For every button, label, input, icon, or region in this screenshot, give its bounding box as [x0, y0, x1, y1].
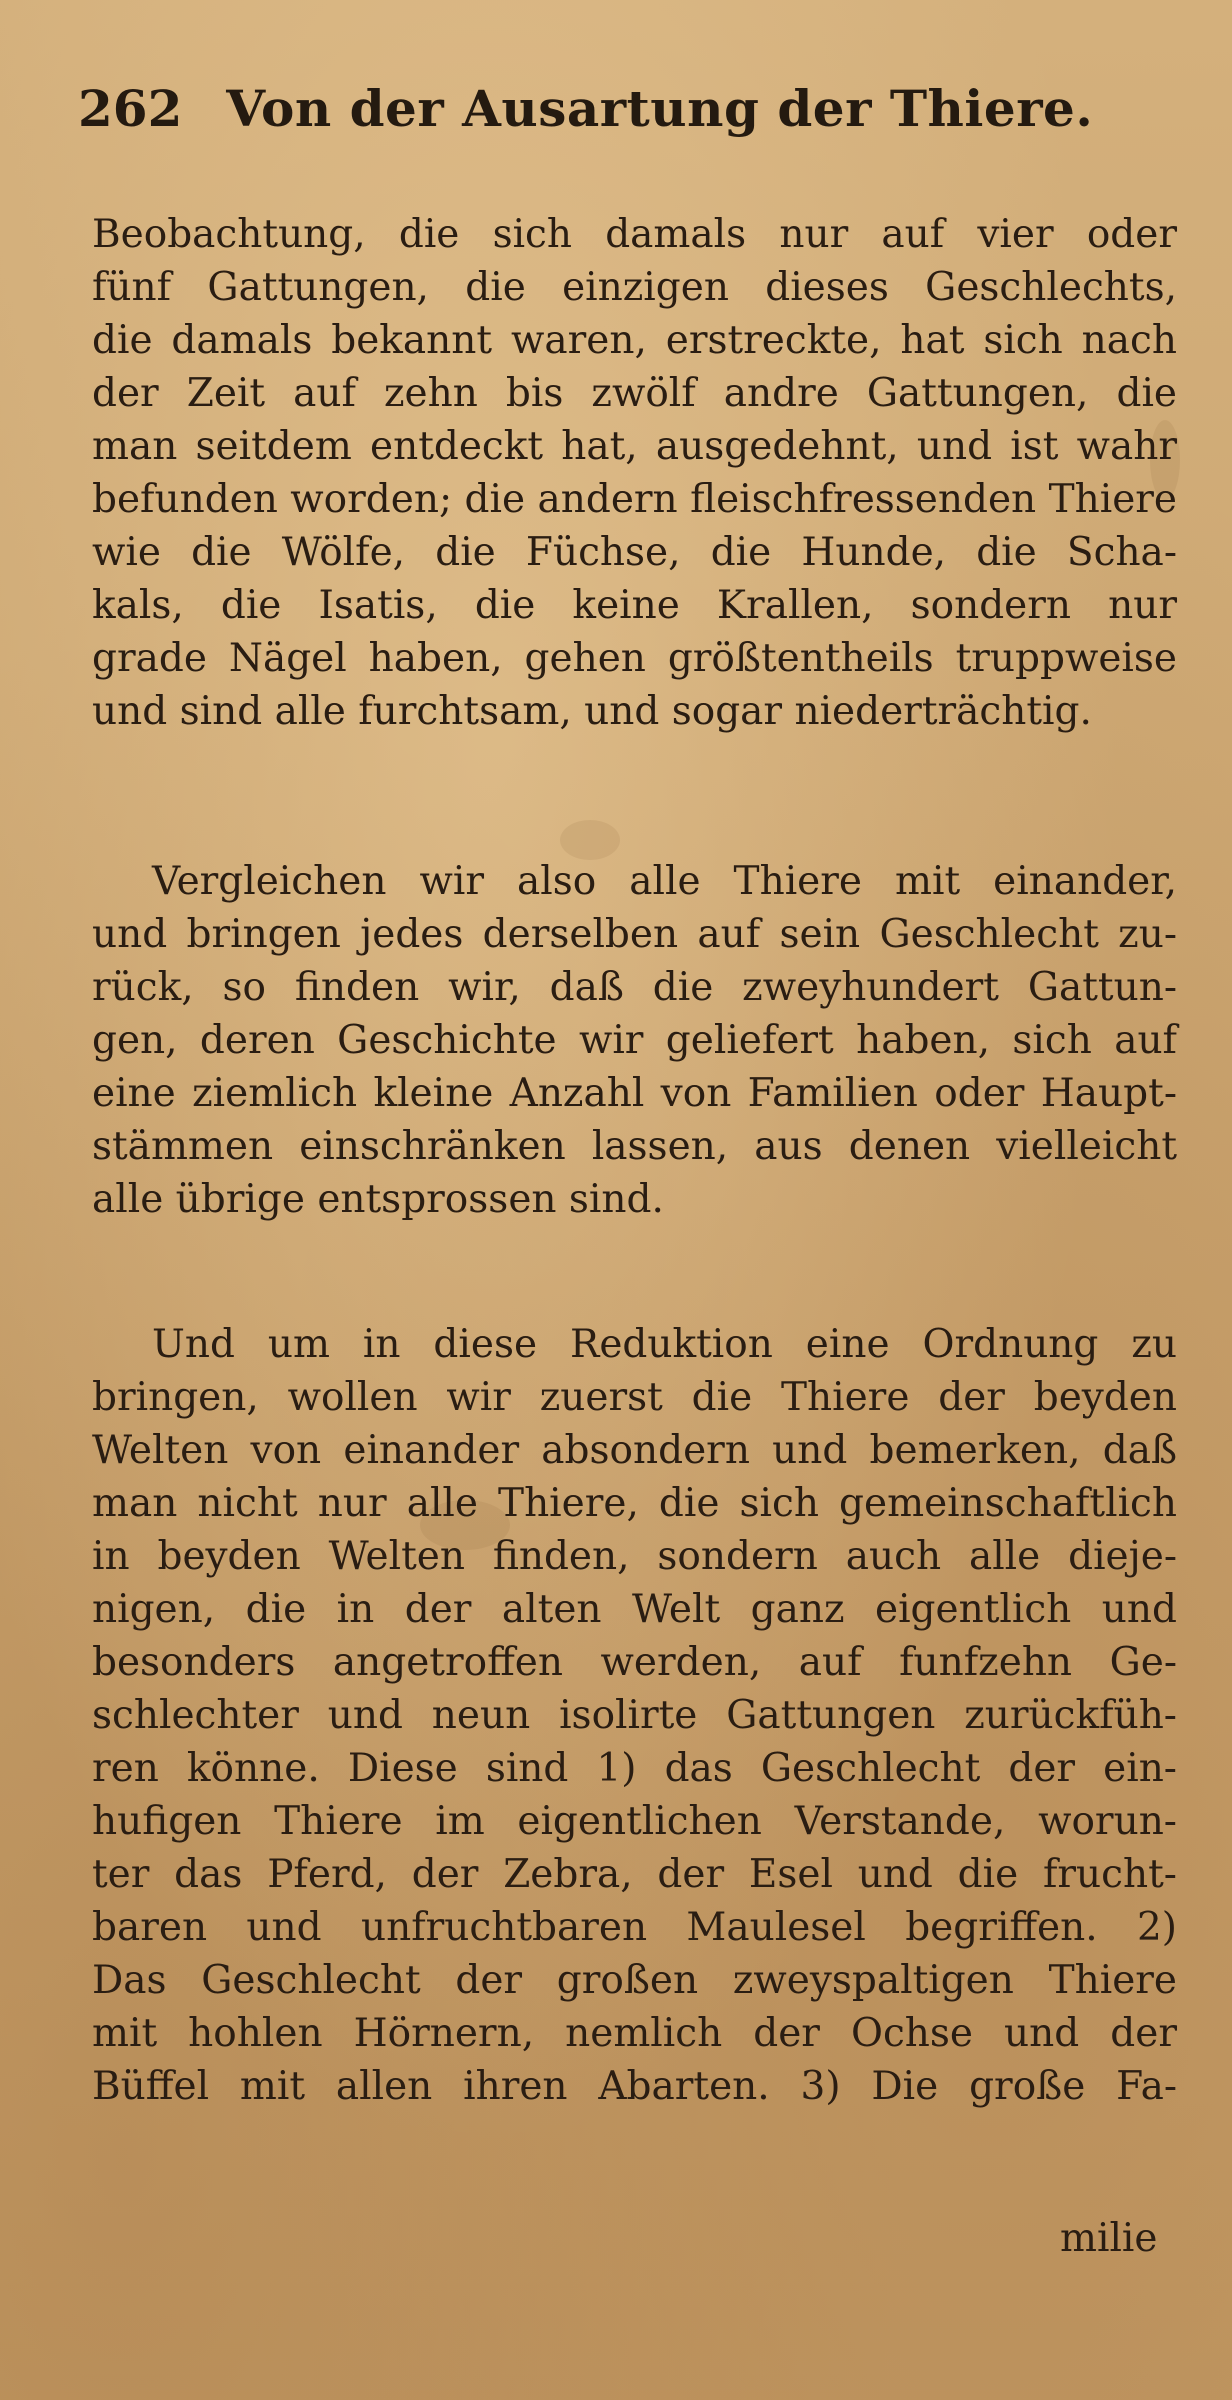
text-line: besonders angetroffen werden, auf funfzehn Ge-	[92, 1640, 1177, 1685]
text-line: Welten von einander absondern und bemerken, daß	[92, 1428, 1177, 1473]
text-line: Büffel mit allen ihren Abarten. 3) Die große Fa-	[92, 2064, 1177, 2109]
text-line: in beyden Welten finden, sondern auch alle dieje-	[92, 1534, 1177, 1579]
text-line: befunden worden; die andern fleischfressenden Thiere	[92, 477, 1177, 522]
text-line: eine ziemlich kleine Anzahl von Familien oder Haupt-	[92, 1071, 1177, 1116]
text-line: gen, deren Geschichte wir geliefert haben, sich auf	[92, 1018, 1177, 1063]
paragraph-3	[92, 1318, 1177, 2113]
page-header	[78, 74, 1158, 144]
text-line: baren und unfruchtbaren Maulesel begriffen. 2)	[92, 1905, 1177, 1950]
text-line: man nicht nur alle Thiere, die sich gemeinschaftlich	[92, 1481, 1177, 1526]
text-line: und sind alle furchtsam, und sogar niederträchtig.	[92, 689, 1092, 734]
paragraph-1	[92, 208, 1177, 738]
running-title: Von der Ausartung der Thiere.	[226, 79, 1094, 138]
text-line: grade Nägel haben, gehen größtentheils truppweise	[92, 636, 1177, 681]
text-line: hufigen Thiere im eigentlichen Verstande, worun-	[92, 1799, 1177, 1844]
text-line: kals, die Isatis, die keine Krallen, sondern nur	[92, 583, 1177, 628]
paragraph-2	[92, 855, 1177, 1226]
text-line: fünf Gattungen, die einzigen dieses Geschlechts,	[92, 265, 1177, 310]
text-line: nigen, die in der alten Welt ganz eigentlich und	[92, 1587, 1177, 1632]
page-number: 262	[78, 79, 183, 138]
catchword: milie	[1060, 2216, 1158, 2261]
text-line: Und um in diese Reduktion eine Ordnung zu	[152, 1322, 1177, 1367]
text-line: und bringen jedes derselben auf sein Geschlecht zu-	[92, 912, 1177, 957]
text-line: ter das Pferd, der Zebra, der Esel und die frucht-	[92, 1852, 1177, 1897]
text-line: ren könne. Diese sind 1) das Geschlecht der ein-	[92, 1746, 1177, 1791]
text-line: Vergleichen wir also alle Thiere mit einander,	[152, 859, 1177, 904]
text-line: Das Geschlecht der großen zweyspaltigen Thiere	[92, 1958, 1177, 2003]
text-line: die damals bekannt waren, erstreckte, hat sich nach	[92, 318, 1177, 363]
text-line: stämmen einschränken lassen, aus denen vielleicht	[92, 1124, 1177, 1169]
text-line: rück, so finden wir, daß die zweyhundert Gattun-	[92, 965, 1177, 1010]
text-line: schlechter und neun isolirte Gattungen zurückfüh-	[92, 1693, 1177, 1738]
text-line: mit hohlen Hörnern, nemlich der Ochse und der	[92, 2011, 1177, 2056]
text-line: bringen, wollen wir zuerst die Thiere der beyden	[92, 1375, 1177, 1420]
paper-stain	[560, 820, 620, 860]
text-line: wie die Wölfe, die Füchse, die Hunde, die Scha-	[92, 530, 1177, 575]
text-line: alle übrige entsprossen sind.	[92, 1177, 664, 1222]
text-line: Beobachtung, die sich damals nur auf vier oder	[92, 212, 1177, 257]
text-line: man seitdem entdeckt hat, ausgedehnt, und ist wahr	[92, 424, 1177, 469]
text-line: der Zeit auf zehn bis zwölf andre Gattungen, die	[92, 371, 1177, 416]
